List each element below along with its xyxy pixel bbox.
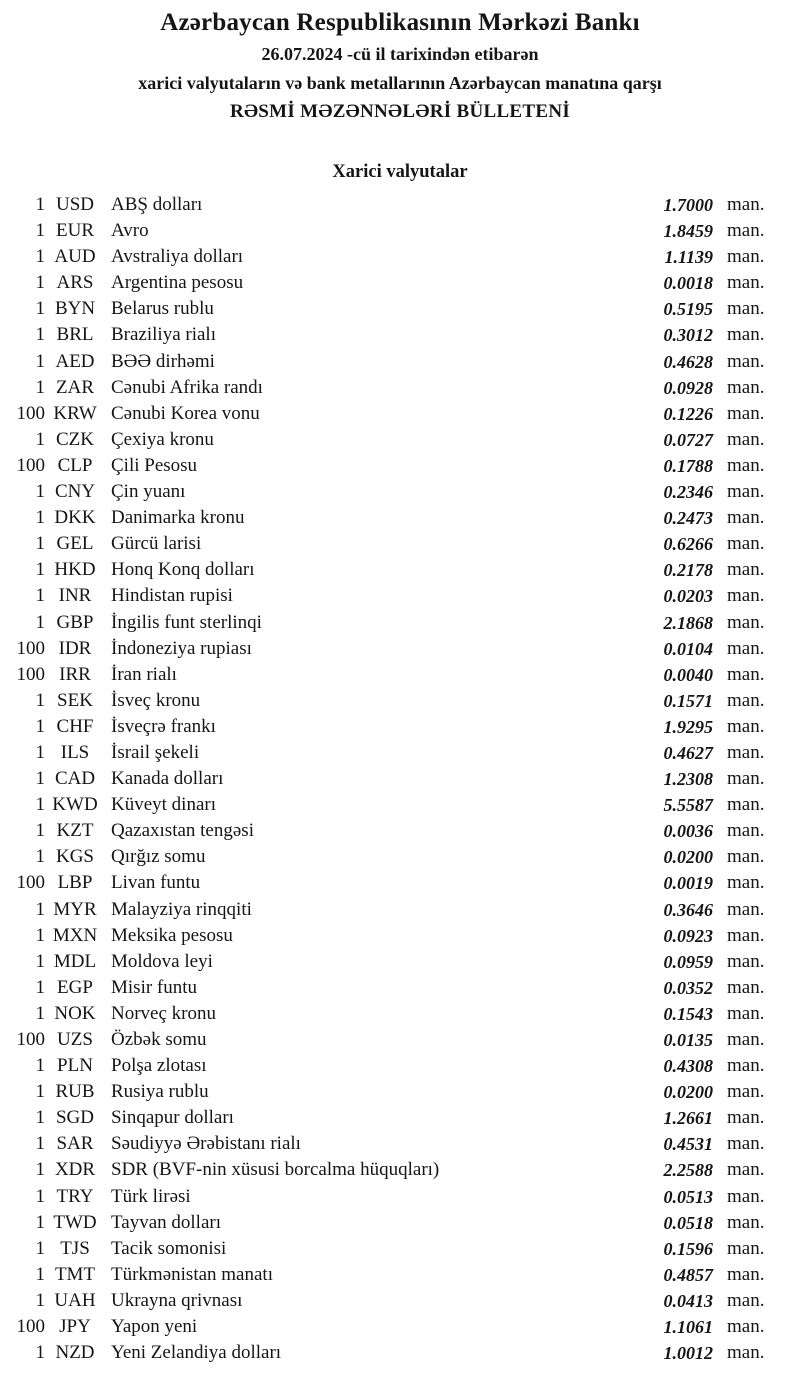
unit-cell: man. <box>727 1107 765 1129</box>
unit-cell: man. <box>727 428 765 450</box>
rate-value-cell: 0.0104 <box>663 638 713 659</box>
quantity-cell: 100 <box>16 637 45 659</box>
rate-value-cell: 0.0135 <box>663 1030 713 1050</box>
currency-name-cell: Avro <box>111 220 149 242</box>
currency-name-cell: Çili Pesosu <box>111 454 198 476</box>
table-row <box>0 714 800 740</box>
table-row <box>0 349 800 375</box>
unit-cell: man. <box>727 1211 765 1233</box>
subtitle-line: xarici valyutaların və bank metallarının Azərbaycan manatına qarşı <box>138 73 662 93</box>
quantity-cell: 100 <box>16 402 45 424</box>
quantity-cell: 1 <box>35 324 45 346</box>
unit-cell: man. <box>727 220 765 242</box>
currency-code-cell: CNY <box>54 481 96 503</box>
currency-name-cell: İndoneziya rupiası <box>111 637 252 659</box>
rate-value-cell: 0.4308 <box>663 1056 713 1077</box>
table-row <box>0 1184 800 1210</box>
currency-code-cell: HKD <box>54 559 96 581</box>
rate-value-cell: 0.2178 <box>663 560 713 581</box>
currency-name-cell: BƏƏ dirhəmi <box>111 350 215 372</box>
quantity-cell: 1 <box>35 298 45 320</box>
table-row <box>0 453 800 479</box>
currency-code-cell: ARS <box>56 272 94 294</box>
rate-value-cell: 0.3646 <box>663 899 713 920</box>
currency-code-cell: AUD <box>54 246 96 268</box>
unit-cell: man. <box>727 1316 765 1338</box>
currency-code-cell: GEL <box>56 533 94 555</box>
table-row <box>0 270 800 296</box>
unit-cell: man. <box>727 559 765 581</box>
currency-name-cell: Yeni Zelandiya dolları <box>111 1342 282 1364</box>
quantity-cell: 1 <box>35 272 45 294</box>
unit-cell: man. <box>727 611 765 633</box>
table-row <box>0 244 800 270</box>
currency-name-cell: Misir funtu <box>111 976 198 998</box>
rates-table <box>0 192 800 1366</box>
quantity-cell: 1 <box>35 846 45 868</box>
table-row <box>0 897 800 923</box>
rate-value-cell: 0.4531 <box>663 1134 713 1155</box>
quantity-cell: 1 <box>35 194 45 215</box>
rate-value-cell: 0.5195 <box>663 299 713 320</box>
bank-name-title: Azərbaycan Respublikasının Mərkəzi Bankı <box>160 9 640 36</box>
currency-name-cell: Danimarka kronu <box>111 507 245 529</box>
quantity-cell: 1 <box>35 611 45 633</box>
rate-value-cell: 1.8459 <box>663 221 713 242</box>
currency-code-cell: NOK <box>54 1002 96 1024</box>
table-row <box>0 322 800 348</box>
rate-value-cell: 0.0040 <box>663 664 713 685</box>
currency-name-cell: SDR (BVF-nin xüsusi borcalma hüquqları) <box>111 1159 440 1181</box>
currency-code-cell: USD <box>55 194 94 215</box>
currency-name-cell: Avstraliya dolları <box>111 246 244 268</box>
quantity-cell: 1 <box>35 1002 45 1024</box>
currency-name-cell: Polşa zlotası <box>111 1055 207 1077</box>
quantity-cell: 1 <box>35 976 45 998</box>
section-title-foreign-currencies: Xarici valyutalar <box>332 162 468 182</box>
rate-value-cell: 0.6266 <box>663 534 713 555</box>
rate-value-cell: 0.4857 <box>663 1264 713 1285</box>
rate-value-cell: 2.2588 <box>663 1160 713 1181</box>
currency-name-cell: Rusiya rublu <box>111 1081 209 1103</box>
table-row <box>0 1288 800 1314</box>
currency-code-cell: EGP <box>57 976 93 998</box>
table-row <box>0 1053 800 1079</box>
table-row <box>0 818 800 844</box>
quantity-cell: 100 <box>16 872 45 894</box>
quantity-cell: 1 <box>35 376 45 398</box>
table-row <box>0 636 800 662</box>
rate-value-cell: 0.2346 <box>663 482 713 503</box>
currency-name-cell: Tacik somonisi <box>111 1237 227 1259</box>
currency-code-cell: TRY <box>56 1185 94 1207</box>
rate-value-cell: 0.0200 <box>663 847 713 868</box>
currency-name-cell: Sinqapur dolları <box>111 1107 234 1129</box>
unit-cell: man. <box>727 454 765 476</box>
currency-name-cell: İsrail şekeli <box>111 741 200 763</box>
currency-name-cell: Qazaxıstan tengəsi <box>111 820 254 842</box>
table-row <box>0 844 800 870</box>
currency-code-cell: KRW <box>53 402 97 424</box>
quantity-cell: 1 <box>35 768 45 790</box>
currency-name-cell: Türk lirəsi <box>111 1185 191 1207</box>
rate-value-cell: 0.0959 <box>663 951 713 972</box>
table-row <box>0 1157 800 1183</box>
unit-cell: man. <box>727 715 765 737</box>
currency-name-cell: Argentina pesosu <box>111 272 244 294</box>
unit-cell: man. <box>727 1237 765 1259</box>
quantity-cell: 1 <box>35 1133 45 1155</box>
currency-name-cell: Kanada dolları <box>111 768 224 790</box>
rate-value-cell: 0.1571 <box>663 690 713 711</box>
currency-code-cell: IRR <box>59 663 91 685</box>
table-row <box>0 531 800 557</box>
rate-value-cell: 1.1061 <box>663 1317 713 1338</box>
rate-value-cell: 0.1226 <box>663 403 713 424</box>
rate-value-cell: 0.0036 <box>663 821 713 842</box>
currency-name-cell: Gürcü larisi <box>111 533 202 555</box>
unit-cell: man. <box>727 1342 765 1364</box>
rate-value-cell: 0.0200 <box>663 1082 713 1103</box>
currency-name-cell: İsveç kronu <box>111 689 201 711</box>
currency-name-cell: Moldova leyi <box>111 950 213 972</box>
table-row <box>0 688 800 714</box>
table-row <box>0 923 800 949</box>
unit-cell: man. <box>727 481 765 503</box>
table-row <box>0 401 800 427</box>
table-row <box>0 192 800 218</box>
unit-cell: man. <box>727 768 765 790</box>
currency-name-cell: İsveçrə frankı <box>111 715 216 737</box>
quantity-cell: 100 <box>16 1316 45 1338</box>
quantity-cell: 1 <box>35 794 45 816</box>
currency-code-cell: UZS <box>57 1029 93 1050</box>
quantity-cell: 1 <box>35 220 45 242</box>
quantity-cell: 1 <box>35 1081 45 1103</box>
rate-value-cell: 0.0203 <box>663 586 713 607</box>
unit-cell: man. <box>727 794 765 816</box>
currency-name-cell: Meksika pesosu <box>111 924 233 946</box>
unit-cell: man. <box>727 924 765 946</box>
currency-name-cell: Çexiya kronu <box>111 428 214 450</box>
currency-name-cell: Braziliya rialı <box>111 324 216 346</box>
currency-name-cell: Türkmənistan manatı <box>111 1263 273 1285</box>
table-row <box>0 557 800 583</box>
currency-name-cell: Hindistan rupisi <box>111 585 233 607</box>
currency-code-cell: TJS <box>60 1237 90 1259</box>
unit-cell: man. <box>727 1055 765 1077</box>
table-row <box>0 975 800 1001</box>
currency-name-cell: Honq Konq dolları <box>111 559 255 581</box>
rate-value-cell: 1.1139 <box>664 247 713 268</box>
unit-cell: man. <box>727 298 765 320</box>
currency-code-cell: GBP <box>56 611 94 633</box>
unit-cell: man. <box>727 820 765 842</box>
quantity-cell: 1 <box>35 1342 45 1364</box>
table-row <box>0 766 800 792</box>
currency-name-cell: Norveç kronu <box>111 1002 216 1024</box>
rate-value-cell: 0.2473 <box>663 508 713 529</box>
rate-value-cell: 0.0513 <box>663 1186 713 1207</box>
currency-code-cell: ILS <box>60 741 90 763</box>
currency-code-cell: TWD <box>53 1211 97 1233</box>
currency-name-cell: ABŞ dolları <box>111 194 203 215</box>
currency-name-cell: Cənubi Afrika randı <box>111 376 263 398</box>
rate-value-cell: 0.3012 <box>663 325 713 346</box>
currency-code-cell: CAD <box>54 768 96 790</box>
quantity-cell: 1 <box>35 1289 45 1311</box>
table-row <box>0 218 800 244</box>
unit-cell: man. <box>727 1081 765 1103</box>
quantity-cell: 1 <box>35 428 45 450</box>
rate-value-cell: 1.7000 <box>663 195 713 215</box>
currency-name-cell: Ukrayna qrivnası <box>111 1289 243 1311</box>
unit-cell: man. <box>727 533 765 555</box>
table-row <box>0 1027 800 1053</box>
table-row <box>0 610 800 636</box>
rate-value-cell: 0.4628 <box>663 351 713 372</box>
currency-code-cell: CZK <box>56 428 94 450</box>
currency-code-cell: ZAR <box>56 376 94 398</box>
table-row <box>0 375 800 401</box>
rate-value-cell: 0.1543 <box>663 1003 713 1024</box>
currency-name-cell: Malayziya rinqqiti <box>111 898 252 920</box>
table-row <box>0 1079 800 1105</box>
currency-code-cell: INR <box>58 585 92 607</box>
currency-code-cell: PLN <box>57 1055 93 1077</box>
currency-code-cell: JPY <box>59 1316 91 1338</box>
unit-cell: man. <box>727 272 765 294</box>
unit-cell: man. <box>727 246 765 268</box>
currency-code-cell: AED <box>55 350 95 372</box>
quantity-cell: 1 <box>35 741 45 763</box>
unit-cell: man. <box>727 376 765 398</box>
quantity-cell: 1 <box>35 950 45 972</box>
unit-cell: man. <box>727 976 765 998</box>
unit-cell: man. <box>727 1133 765 1155</box>
table-row <box>0 740 800 766</box>
currency-name-cell: Səudiyyə Ərəbistanı rialı <box>111 1133 301 1155</box>
currency-name-cell: Qırğız somu <box>111 846 206 868</box>
currency-code-cell: SEK <box>57 689 93 711</box>
currency-name-cell: Çin yuanı <box>111 481 186 503</box>
rate-value-cell: 0.1788 <box>663 455 713 476</box>
currency-code-cell: KWD <box>52 794 98 816</box>
currency-code-cell: LBP <box>57 872 93 894</box>
currency-name-cell: Özbək somu <box>111 1029 207 1050</box>
quantity-cell: 1 <box>35 1055 45 1077</box>
quantity-cell: 1 <box>35 1263 45 1285</box>
quantity-cell: 1 <box>35 585 45 607</box>
unit-cell: man. <box>727 950 765 972</box>
rate-value-cell: 0.0928 <box>663 377 713 398</box>
currency-name-cell: İran rialı <box>111 663 177 685</box>
unit-cell: man. <box>727 872 765 894</box>
table-row <box>0 949 800 975</box>
rate-value-cell: 2.1868 <box>663 612 713 633</box>
table-row <box>0 1262 800 1288</box>
currency-name-cell: İngilis funt sterlinqi <box>111 611 262 633</box>
unit-cell: man. <box>727 898 765 920</box>
quantity-cell: 1 <box>35 924 45 946</box>
unit-cell: man. <box>727 1263 765 1285</box>
unit-cell: man. <box>727 846 765 868</box>
quantity-cell: 100 <box>16 454 45 476</box>
currency-code-cell: MDL <box>53 950 97 972</box>
currency-code-cell: DKK <box>54 507 96 529</box>
quantity-cell: 1 <box>35 246 45 268</box>
table-row <box>0 505 800 531</box>
rate-value-cell: 5.5587 <box>663 795 713 816</box>
currency-code-cell: TMT <box>54 1263 96 1285</box>
currency-code-cell: CLP <box>57 454 93 476</box>
currency-name-cell: Cənubi Korea vonu <box>111 402 260 424</box>
currency-name-cell: Yapon yeni <box>111 1316 198 1338</box>
currency-code-cell: RUB <box>55 1081 95 1103</box>
rate-value-cell: 1.2308 <box>663 769 713 790</box>
table-row <box>0 1131 800 1157</box>
table-row <box>0 1210 800 1236</box>
quantity-cell: 1 <box>35 820 45 842</box>
currency-name-cell: Küveyt dinarı <box>111 794 217 816</box>
unit-cell: man. <box>727 350 765 372</box>
unit-cell: man. <box>727 741 765 763</box>
quantity-cell: 1 <box>35 689 45 711</box>
currency-code-cell: MXN <box>52 924 98 946</box>
rate-value-cell: 0.0413 <box>663 1290 713 1311</box>
unit-cell: man. <box>727 585 765 607</box>
table-row <box>0 870 800 896</box>
unit-cell: man. <box>727 194 765 215</box>
unit-cell: man. <box>727 1185 765 1207</box>
currency-code-cell: SGD <box>55 1107 94 1129</box>
quantity-cell: 1 <box>35 1185 45 1207</box>
currency-code-cell: NZD <box>55 1342 95 1364</box>
unit-cell: man. <box>727 689 765 711</box>
table-row <box>0 427 800 453</box>
currency-code-cell: CHF <box>56 715 94 737</box>
quantity-cell: 1 <box>35 481 45 503</box>
currency-code-cell: UAH <box>54 1289 96 1311</box>
table-row <box>0 479 800 505</box>
rate-value-cell: 0.1596 <box>663 1238 713 1259</box>
quantity-cell: 1 <box>35 533 45 555</box>
quantity-cell: 1 <box>35 715 45 737</box>
rate-value-cell: 1.9295 <box>663 716 713 737</box>
quantity-cell: 1 <box>35 1211 45 1233</box>
quantity-cell: 1 <box>35 1107 45 1129</box>
rate-value-cell: 0.0727 <box>663 429 713 450</box>
rate-value-cell: 0.0019 <box>663 873 713 894</box>
quantity-cell: 1 <box>35 1159 45 1181</box>
rate-value-cell: 1.2661 <box>663 1108 713 1129</box>
rate-value-cell: 0.4627 <box>663 742 713 763</box>
currency-code-cell: KZT <box>56 820 94 842</box>
currency-code-cell: XDR <box>54 1159 96 1181</box>
rate-value-cell: 1.0012 <box>663 1343 713 1364</box>
table-row <box>0 1001 800 1027</box>
currency-name-cell: Tayvan dolları <box>111 1211 221 1233</box>
table-row <box>0 792 800 818</box>
unit-cell: man. <box>727 637 765 659</box>
unit-cell: man. <box>727 324 765 346</box>
currency-code-cell: BYN <box>54 298 96 320</box>
quantity-cell: 1 <box>35 559 45 581</box>
rate-value-cell: 0.0018 <box>663 273 713 294</box>
quantity-cell: 100 <box>16 663 45 685</box>
quantity-cell: 100 <box>16 1029 45 1050</box>
rate-value-cell: 0.0923 <box>663 925 713 946</box>
bulletin-title: RƏSMİ MƏZƏNNƏLƏRİ BÜLLETENİ <box>229 101 571 122</box>
table-row <box>0 1236 800 1262</box>
currency-code-cell: MYR <box>53 898 97 920</box>
unit-cell: man. <box>727 507 765 529</box>
unit-cell: man. <box>727 402 765 424</box>
currency-code-cell: SAR <box>56 1133 94 1155</box>
unit-cell: man. <box>727 1002 765 1024</box>
currency-code-cell: BRL <box>56 324 94 346</box>
table-row <box>0 1105 800 1131</box>
table-row <box>0 1314 800 1340</box>
quantity-cell: 1 <box>35 350 45 372</box>
unit-cell: man. <box>727 1289 765 1311</box>
rate-value-cell: 0.0518 <box>663 1212 713 1233</box>
quantity-cell: 1 <box>35 898 45 920</box>
table-row <box>0 296 800 322</box>
bulletin-header <box>0 0 800 126</box>
unit-cell: man. <box>727 1159 765 1181</box>
unit-cell: man. <box>727 1029 765 1050</box>
table-row <box>0 1340 800 1366</box>
currency-code-cell: KGS <box>55 846 94 868</box>
quantity-cell: 1 <box>35 507 45 529</box>
effective-date-line: 26.07.2024 -cü il tarixindən etibarən <box>261 44 539 64</box>
quantity-cell: 1 <box>35 1237 45 1259</box>
table-row <box>0 583 800 609</box>
table-row <box>0 662 800 688</box>
currency-code-cell: IDR <box>58 637 92 659</box>
currency-code-cell: EUR <box>56 220 94 242</box>
currency-name-cell: Belarus rublu <box>111 298 214 320</box>
currency-name-cell: Livan funtu <box>111 872 201 894</box>
unit-cell: man. <box>727 663 765 685</box>
rate-value-cell: 0.0352 <box>663 977 713 998</box>
